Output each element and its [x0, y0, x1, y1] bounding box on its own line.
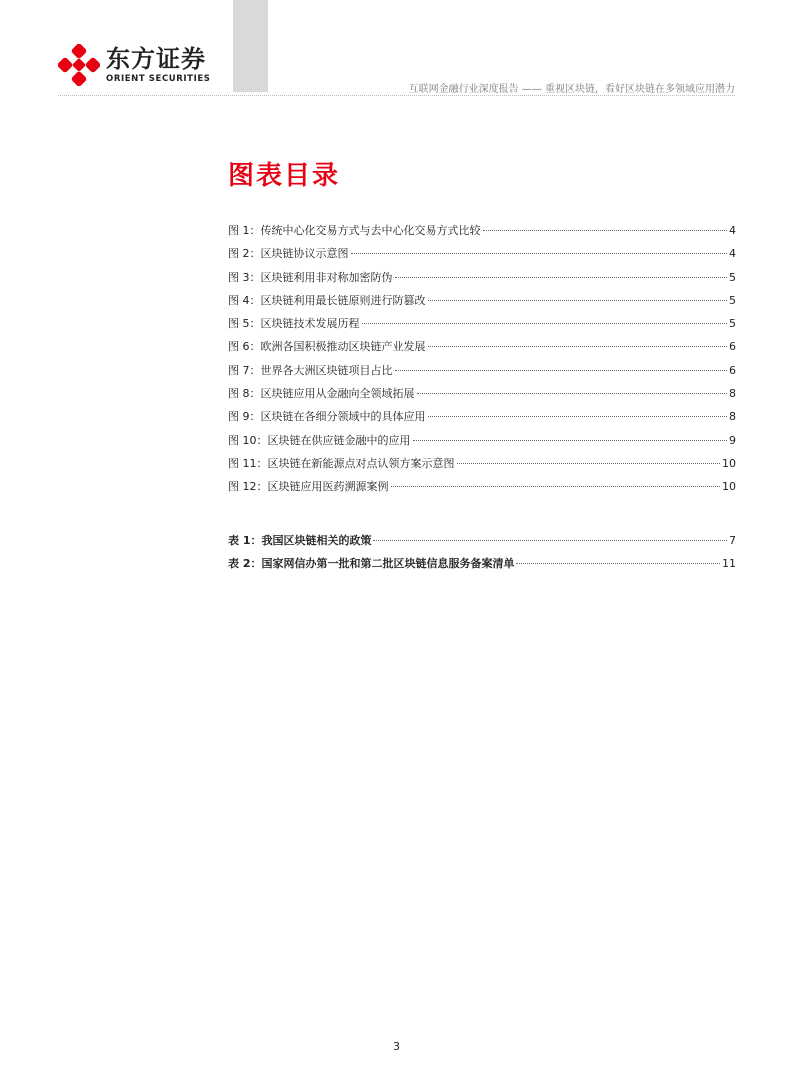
toc-entry-figure-12[interactable] — [228, 478, 736, 501]
toc-entry-figure-6[interactable] — [228, 338, 736, 361]
toc-title: 图表目录 — [228, 161, 341, 191]
toc-leader-dots — [428, 300, 728, 301]
toc-entry-figure-8[interactable] — [228, 385, 736, 408]
toc-entry-label: 图 5：区块链技术发展历程 — [228, 317, 360, 331]
toc-entry-label: 图 4：区块链利用最长链原则进行防篡改 — [228, 293, 426, 307]
toc-leader-dots — [483, 230, 728, 231]
toc-leader-dots — [516, 563, 720, 564]
page-number: 3 — [393, 1040, 400, 1053]
toc-entry-label: 图 9：区块链在各细分领域中的具体应用 — [228, 410, 426, 424]
toc-entry-label: 表 2：国家网信办第一批和第二批区块链信息服务备案清单 — [228, 557, 515, 571]
toc-entry-label: 图 10：区块链在供应链金融中的应用 — [228, 433, 411, 447]
toc-leader-dots — [395, 370, 728, 371]
table-list — [228, 532, 736, 579]
toc-entry-figure-2[interactable] — [228, 245, 736, 268]
toc-entry-figure-9[interactable] — [228, 408, 736, 431]
toc-entry-label: 图 2：区块链协议示意图 — [228, 247, 349, 261]
toc-entry-label: 表 1：我国区块链相关的政策 — [228, 534, 372, 547]
toc-entry-page: 8 — [729, 410, 736, 424]
report-header-title: 互联网金融行业深度报告 —— 重视区块链，看好区块链在多领域应用潜力 — [408, 84, 735, 95]
toc-entry-label: 图 6：欧洲各国积极推动区块链产业发展 — [228, 340, 426, 354]
toc-entry-figure-7[interactable] — [228, 362, 736, 385]
toc-entry-label: 图 12：区块链应用医药溯源案例 — [228, 480, 389, 494]
toc-entry-label: 图 3：区块链利用非对称加密防伪 — [228, 270, 393, 284]
toc-entry-label: 图 1：传统中心化交易方式与去中心化交易方式比较 — [228, 224, 481, 237]
toc-entry-page: 6 — [729, 363, 736, 377]
toc-entry-figure-10[interactable] — [228, 432, 736, 455]
logo-chinese-name: 东方证券 — [106, 45, 206, 73]
toc-entry-label: 图 7：世界各大洲区块链项目占比 — [228, 363, 393, 377]
toc-entry-page: 10 — [722, 456, 736, 470]
toc-entry-page: 11 — [722, 557, 736, 571]
toc-leader-dots — [428, 416, 728, 417]
toc-entry-page: 6 — [729, 340, 736, 354]
toc-leader-dots — [391, 486, 721, 487]
toc-leader-dots — [413, 440, 728, 441]
toc-leader-dots — [373, 540, 727, 541]
toc-leader-dots — [395, 277, 728, 278]
toc-entry-page: 7 — [729, 534, 736, 547]
toc-leader-dots — [457, 463, 721, 464]
toc-entry-page: 5 — [729, 293, 736, 307]
toc-entry-table-2[interactable] — [228, 555, 736, 578]
toc-entry-page: 10 — [722, 480, 736, 494]
logo-english-name: ORIENT SECURITIES — [106, 74, 211, 84]
toc-entry-figure-4[interactable] — [228, 292, 736, 315]
toc-leader-dots — [362, 323, 728, 324]
header-gray-tab — [233, 0, 268, 92]
toc-entry-figure-11[interactable] — [228, 455, 736, 478]
toc-entry-figure-5[interactable] — [228, 315, 736, 338]
toc-entry-page: 4 — [729, 224, 736, 237]
toc-entry-label: 图 11：区块链在新能源点对点认领方案示意图 — [228, 456, 455, 470]
toc-entry-table-1[interactable] — [228, 532, 736, 555]
toc-leader-dots — [428, 346, 728, 347]
toc-entry-page: 5 — [729, 317, 736, 331]
toc-entry-page: 9 — [729, 433, 736, 447]
toc-entry-label: 图 8：区块链应用从金融向全领域拓展 — [228, 387, 415, 401]
toc-entry-figure-1[interactable] — [228, 222, 736, 245]
toc-entry-page: 5 — [729, 270, 736, 284]
figure-list — [228, 222, 736, 502]
toc-entry-page: 4 — [729, 247, 736, 261]
toc-leader-dots — [417, 393, 728, 394]
toc-entry-page: 8 — [729, 387, 736, 401]
toc-leader-dots — [351, 253, 728, 254]
header-divider — [58, 95, 735, 96]
company-logo — [58, 44, 210, 86]
toc-entry-figure-3[interactable] — [228, 269, 736, 292]
orient-logo-icon — [58, 44, 100, 86]
